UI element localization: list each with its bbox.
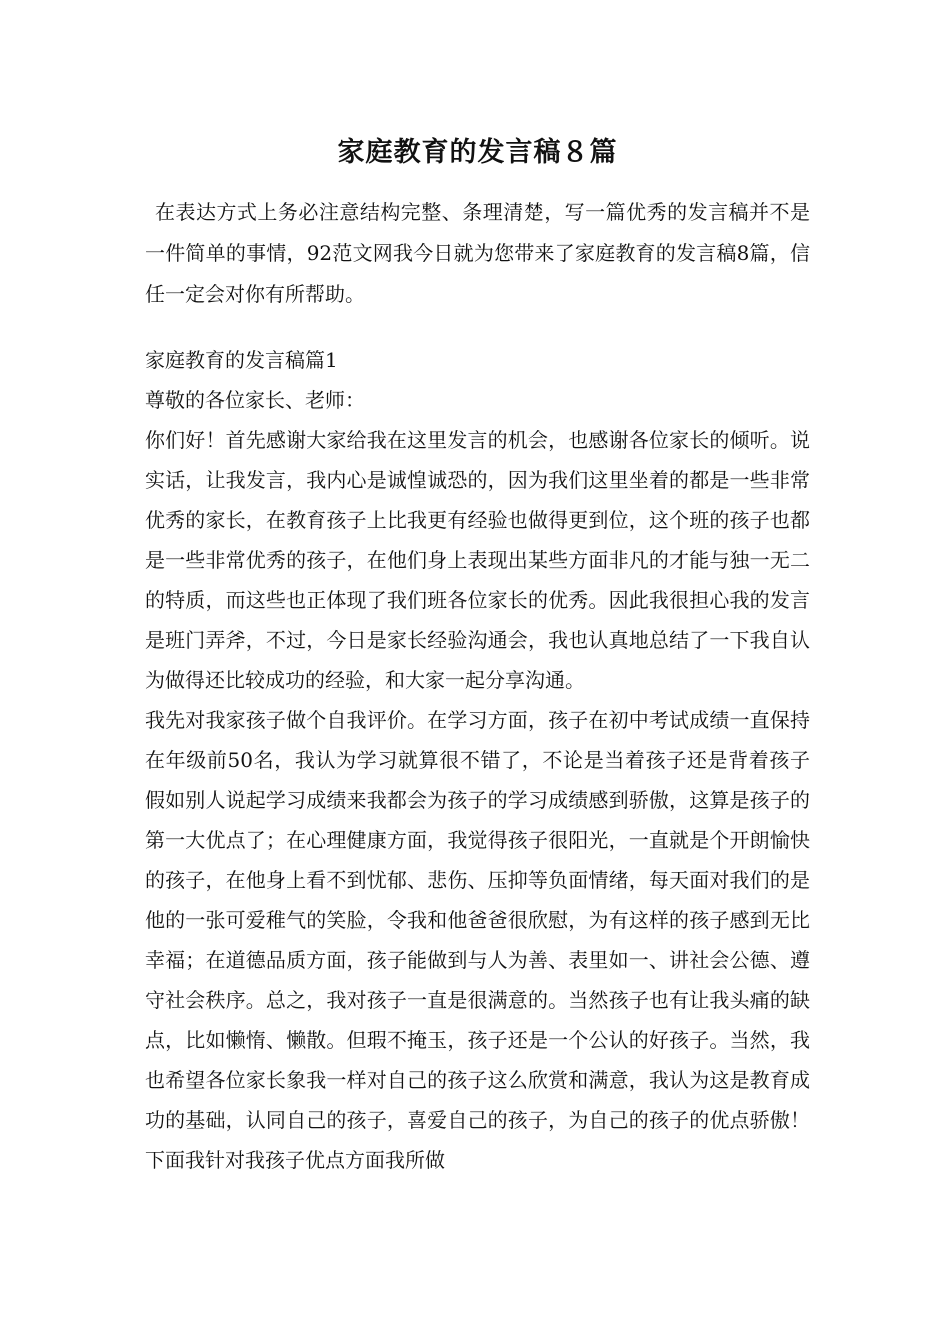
speech-section (145, 340, 810, 1180)
section-heading: 家庭教育的发言稿篇1 (145, 348, 338, 372)
intro-paragraph: 在表达方式上务必注意结构完整、条理清楚，写一篇优秀的发言稿并不是一件简单的事情，92范文网我今日就为您带来了家庭教育的发言稿8篇，信任一定会对你有所帮助。 (145, 200, 810, 306)
body-paragraph: 我先对我家孩子做个自我评价。在学习方面，孩子在初中考试成绩一直保持在年级前50名，我认为学习就算很不错了，不论是当着孩子还是背着孩子假如别人说起学习成绩来我都会为孩子的学习成绩感到骄傲，这算是孩子的第一大优点了；在心理健康方面，我觉得孩子很阳光，一直就是个开朗愉快的孩子，在他身上看不到忧郁、悲伤、压抑等负面情绪，每天面对我们的是他的一张可爱稚气的笑脸，令我和他爸爸很欣慰，为有这样的孩子感到无比幸福；在道德品质方面，孩子能做到与人为善、表里如一、讲社会公德、遵守社会秩序。总之，我对孩子一直是很满意的。当然孩子也有让我头痛的缺点，比如懒惰、懒散。但瑕不掩玉，孩子还是一个公认的好孩子。当然，我也希望各位家长象我一样对自己的孩子这么欣赏和满意，我认为这是教育成功的基础，认同自己的孩子，喜爱自己的孩子，为自己的孩子的优点骄傲！下面我针对我孩子优点方面我所做 (145, 708, 810, 1172)
salutation: 尊敬的各位家长、老师： (145, 388, 365, 412)
document-title: 家庭教育的发言稿８篇 (337, 137, 618, 168)
body-paragraph: 你们好！首先感谢大家给我在这里发言的机会，也感谢各位家长的倾听。说实话，让我发言，我内心是诚惶诚恐的，因为我们这里坐着的都是一些非常优秀的家长，在教育孩子上比我更有经验也做得更到位，这个班的孩子也都是一些非常优秀的孩子，在他们身上表现出某些方面非凡的才能与独一无二的特质，而这些也正体现了我们班各位家长的优秀。因此我很担心我的发言是班门弄斧，不过，今日是家长经验沟通会，我也认真地总结了一下我自认为做得还比较成功的经验，和大家一起分享沟通。 (145, 428, 810, 692)
